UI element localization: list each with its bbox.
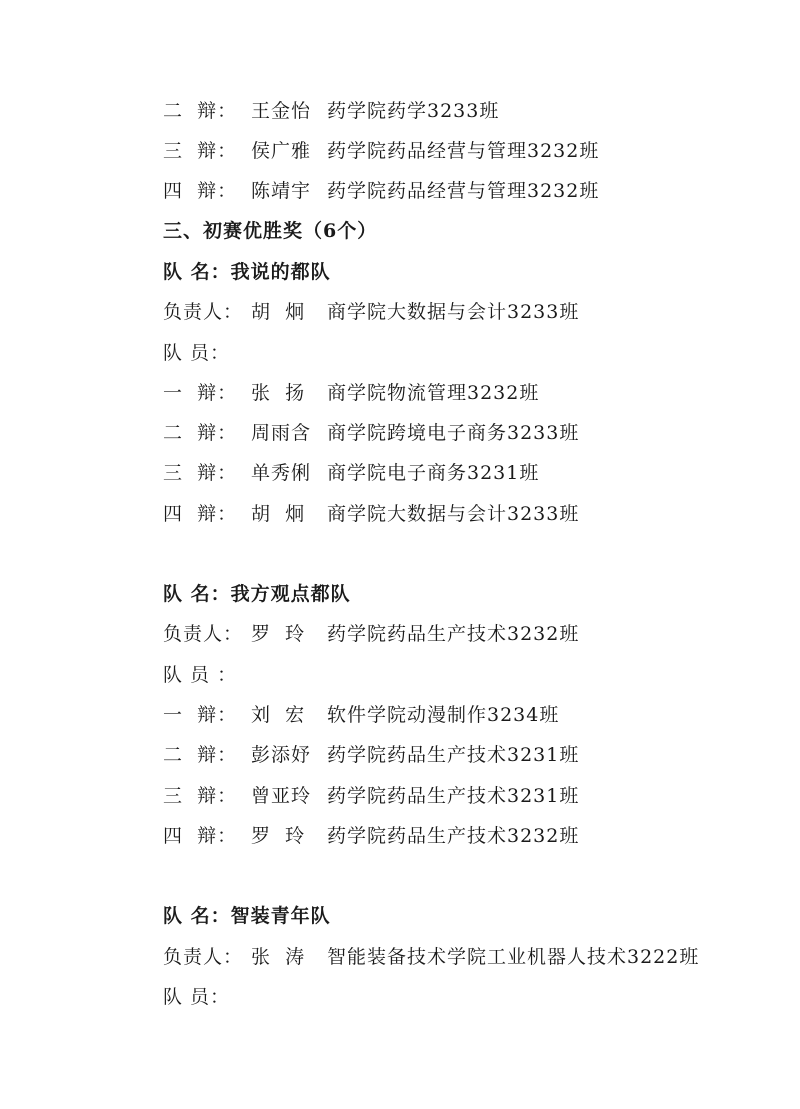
debater-role: 三 辩： — [163, 140, 238, 162]
debater-class: 商学院电子商务3231班 — [327, 462, 540, 484]
debater-role: 二 辩： — [163, 100, 238, 122]
debater-class: 软件学院动漫制作3234班 — [327, 704, 560, 726]
debater-role: 四 辩： — [163, 503, 238, 525]
debater-role: 四 辩： — [163, 825, 238, 847]
team-name-heading: 队 名：智装青年队 — [163, 905, 331, 927]
debater-name: 侯广雅 — [251, 140, 312, 162]
team-members-label: 队 员： — [163, 986, 231, 1008]
debater-line — [163, 461, 539, 485]
debater-class: 药学院药品生产技术3231班 — [327, 785, 580, 807]
debater-name: 胡 炯 — [251, 503, 306, 525]
debater-name: 单秀俐 — [251, 462, 312, 484]
debater-class: 药学院药品经营与管理3232班 — [327, 180, 600, 202]
debater-class: 商学院物流管理3232班 — [327, 382, 540, 404]
leader-class: 药学院药品生产技术3232班 — [327, 623, 580, 645]
debater-line — [163, 784, 579, 808]
team-name-heading: 队 名：我方观点都队 — [163, 583, 351, 605]
team-members-label: 队 员： — [163, 342, 231, 364]
debater-class: 商学院跨境电子商务3233班 — [327, 422, 580, 444]
leader-name: 张 涛 — [251, 946, 306, 968]
leader-label: 负责人： — [163, 301, 244, 323]
debater-line — [163, 421, 579, 445]
debater-role: 一 辩： — [163, 382, 238, 404]
leader-class: 智能装备技术学院工业机器人技术3222班 — [327, 946, 700, 968]
debater-role: 四 辩： — [163, 180, 238, 202]
debater-role: 三 辩： — [163, 462, 238, 484]
debater-role: 二 辩： — [163, 744, 238, 766]
leader-label: 负责人： — [163, 946, 244, 968]
leader-label: 负责人： — [163, 623, 244, 645]
debater-role: 一 辩： — [163, 704, 238, 726]
debater-name: 罗 玲 — [251, 825, 306, 847]
debater-class: 药学院药学3233班 — [327, 100, 500, 122]
debater-line — [163, 381, 539, 405]
debater-line — [163, 179, 599, 203]
team-leader-line — [163, 622, 579, 646]
section-heading: 三、初赛优胜奖（6个） — [163, 220, 378, 242]
leader-name: 罗 玲 — [251, 623, 306, 645]
debater-line — [163, 743, 579, 767]
debater-class: 商学院大数据与会计3233班 — [327, 503, 580, 525]
debater-name: 张 扬 — [251, 382, 306, 404]
debater-name: 彭添妤 — [251, 744, 312, 766]
debater-class: 药学院药品经营与管理3232班 — [327, 140, 600, 162]
debater-role: 二 辩： — [163, 422, 238, 444]
team-leader-line — [163, 300, 579, 324]
debater-class: 药学院药品生产技术3232班 — [327, 825, 580, 847]
debater-name: 刘 宏 — [251, 704, 306, 726]
debater-line — [163, 139, 599, 163]
debater-name: 王金怡 — [251, 100, 312, 122]
leader-name: 胡 炯 — [251, 301, 306, 323]
debater-name: 陈靖宇 — [251, 180, 312, 202]
team-members-label: 队 员 ： — [163, 664, 238, 686]
team-leader-line — [163, 945, 699, 969]
debater-line — [163, 824, 579, 848]
debater-name: 周雨含 — [251, 422, 312, 444]
debater-role: 三 辩： — [163, 785, 238, 807]
debater-name: 曾亚玲 — [251, 785, 312, 807]
team-name-heading: 队 名：我说的都队 — [163, 261, 331, 283]
debater-line — [163, 502, 579, 526]
leader-class: 商学院大数据与会计3233班 — [327, 301, 580, 323]
debater-line — [163, 703, 559, 727]
debater-class: 药学院药品生产技术3231班 — [327, 744, 580, 766]
debater-line — [163, 99, 499, 123]
